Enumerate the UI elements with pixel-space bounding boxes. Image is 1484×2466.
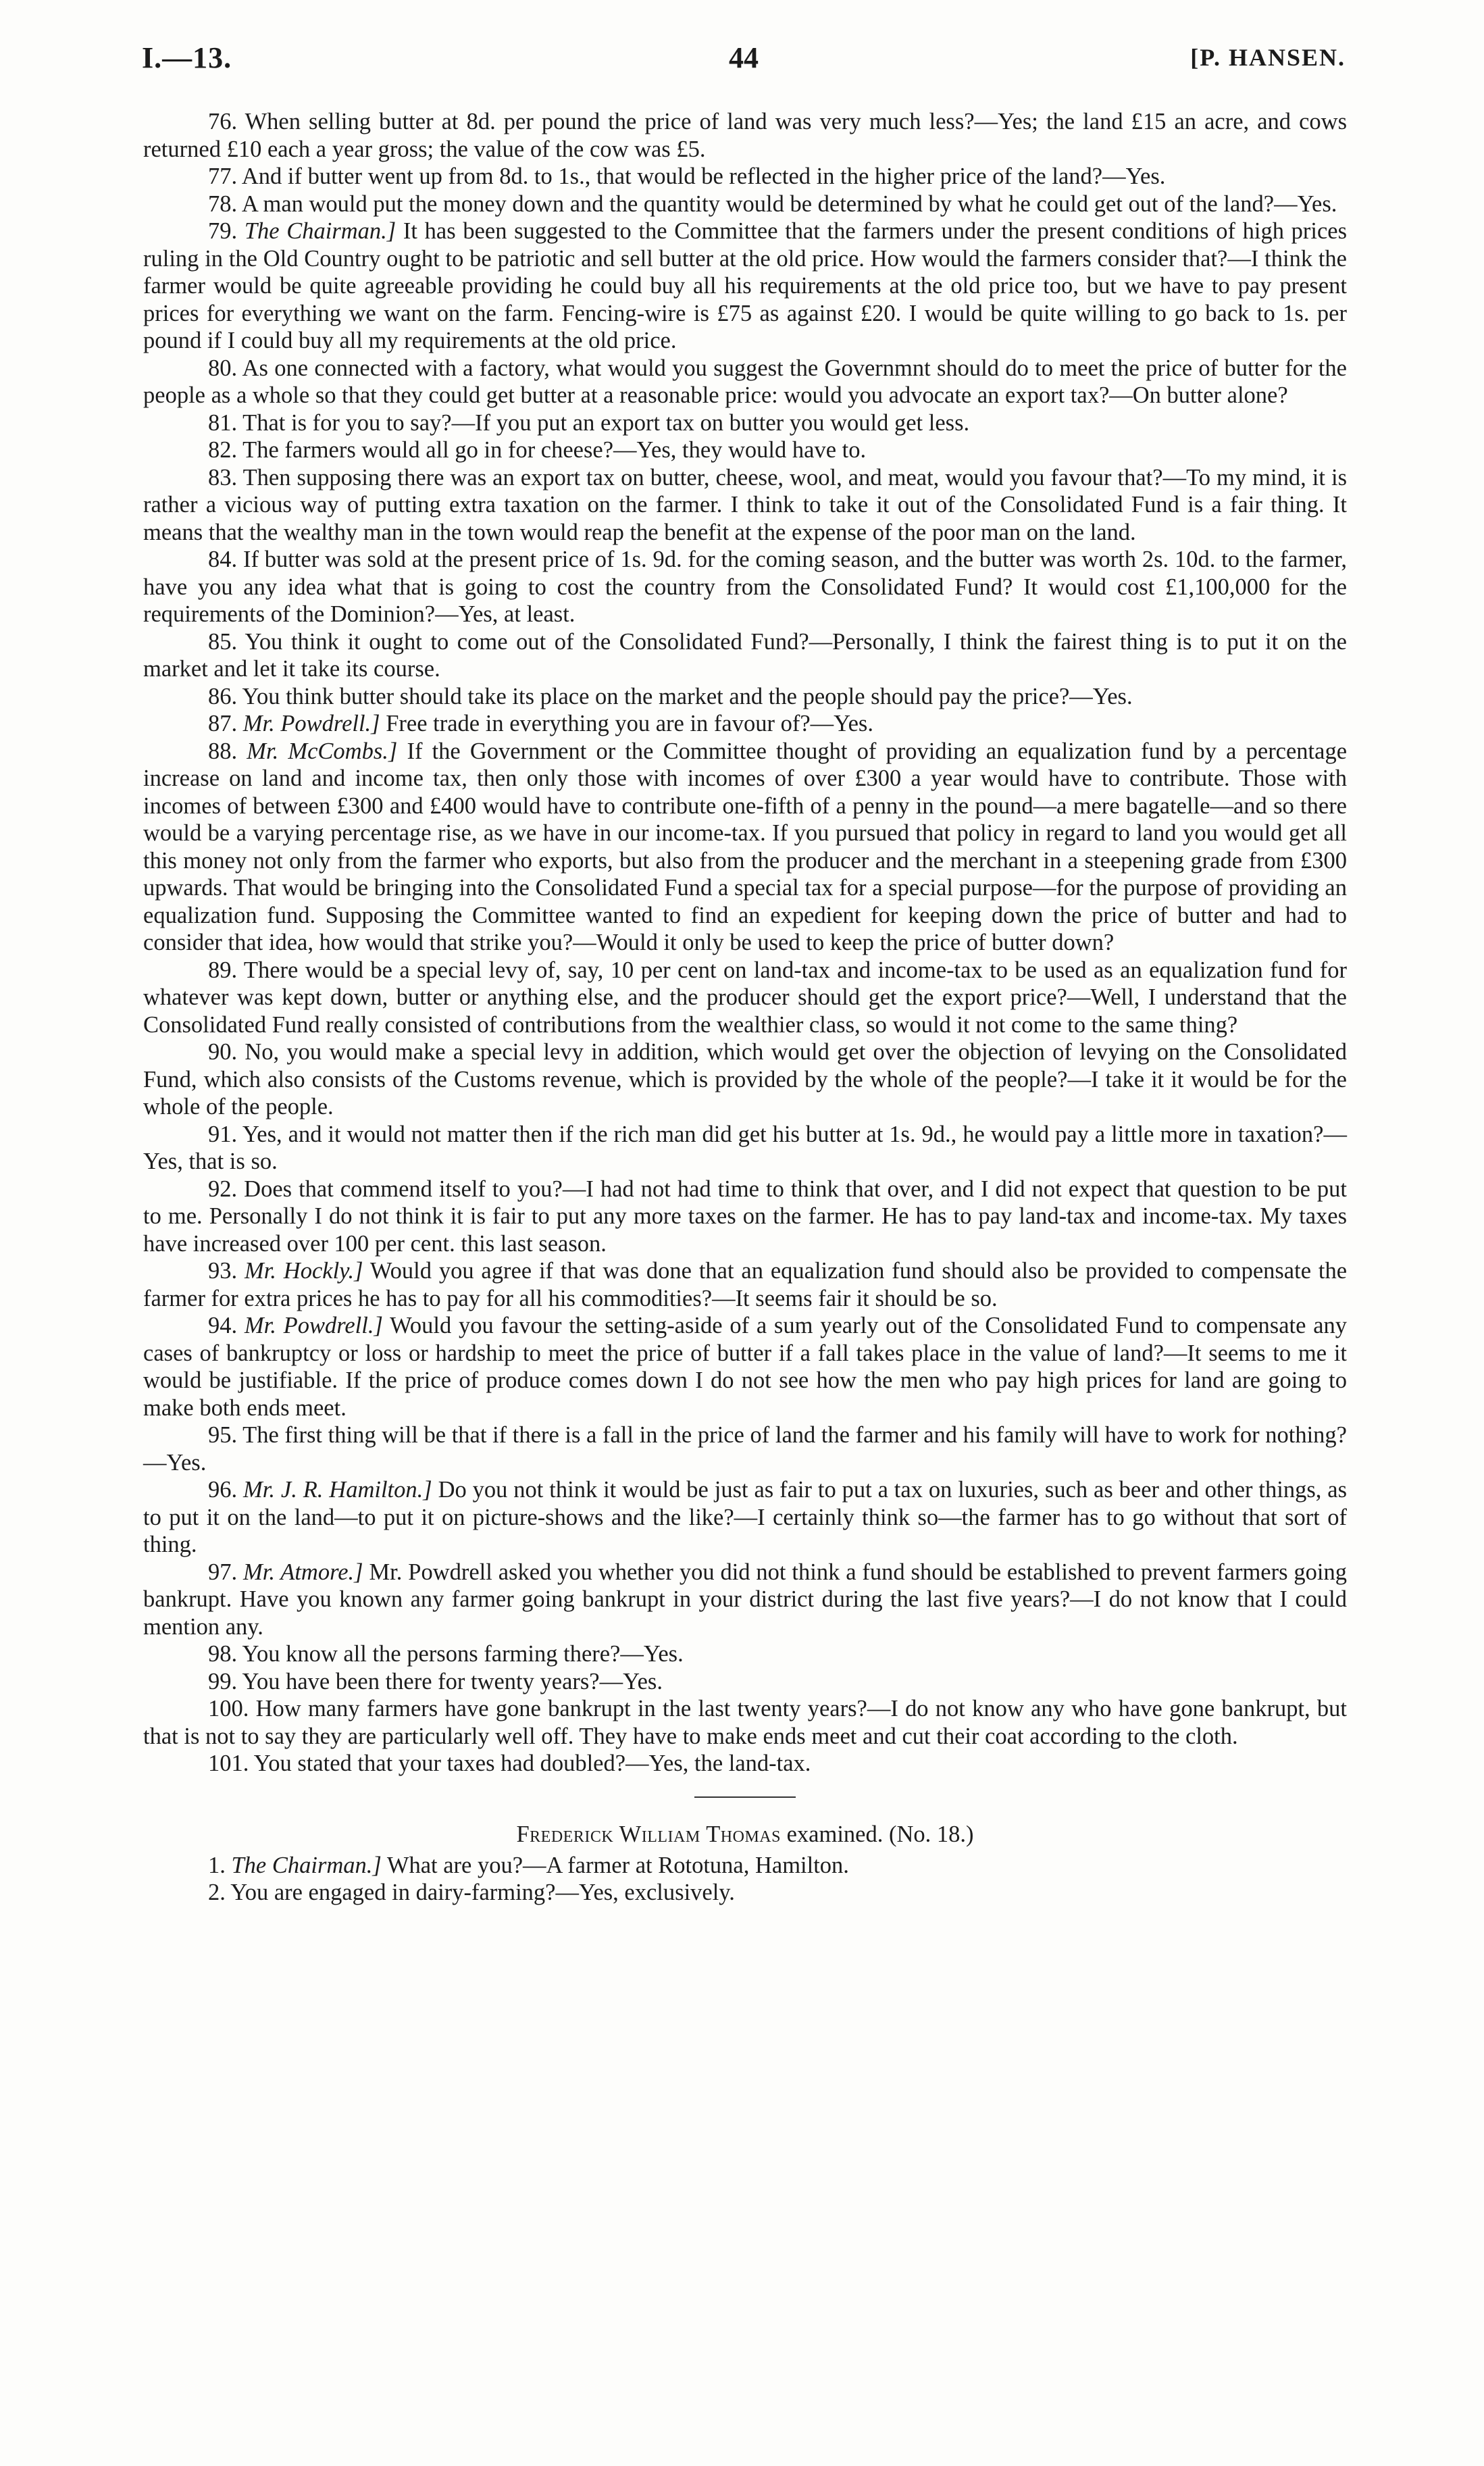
page-body <box>143 108 1347 1907</box>
question-text: What are you?—A farmer at Rototuna, Hamilton. <box>386 1852 849 1878</box>
speaker-name: Mr. McCombs.] <box>247 738 398 764</box>
question-text: Yes, and it would not matter then if the rich man did get his butter at 1s. 9d., he would pay a little more in taxation?—Yes, that is so. <box>143 1121 1347 1174</box>
question-paragraph <box>143 108 1347 163</box>
question-number: 2. <box>208 1880 226 1905</box>
paper-reference: I.—13. <box>142 41 232 74</box>
question-text: Does that commend itself to you?—I had not had time to think that over, and I did not expect that question to be put to me. Personally I do not think it is fair to put any more taxes on the farmer. He has to pay land-tax and income-tax. My taxes have increased over 100 per cent. this last season. <box>143 1176 1347 1257</box>
question-paragraph <box>143 1640 1347 1668</box>
page-number: 44 <box>729 41 759 74</box>
question-text: When selling butter at 8d. per pound the price of land was very much less?—Yes; the land £15 an acre, and cows returned £10 each a year gross; the value of the cow was £5. <box>143 109 1347 162</box>
question-number: 93. <box>208 1258 238 1284</box>
question-paragraph <box>143 1312 1347 1421</box>
speaker-name: Mr. Atmore.] <box>243 1559 363 1585</box>
page-header <box>142 41 1346 88</box>
question-number: 90. <box>208 1039 238 1065</box>
examination-heading <box>143 1821 1347 1848</box>
question-paragraph <box>143 1668 1347 1696</box>
question-paragraph <box>143 1852 1347 1880</box>
question-text: You have been there for twenty years?—Yes. <box>242 1668 663 1694</box>
question-number: 78. <box>208 191 238 217</box>
question-number: 92. <box>208 1176 238 1202</box>
question-text: There would be a special levy of, say, 10 per cent on land-tax and income-tax to be used as an equalization fund for whatever was kept down, butter or anything else, and the producer should get the export price?—Well, I understand that the Consolidated Fund really consisted of contributions from the wealthier class, so would it not come to the same thing? <box>143 957 1347 1038</box>
examination-question-list <box>143 1852 1347 1907</box>
examination-label: examined. (No. 18.) <box>786 1821 974 1847</box>
question-number: 83. <box>208 464 238 490</box>
question-text: If the Government or the Committee thought of providing an equalization fund by a percentage increase on land and income tax, then only those with incomes of over £300 a year would have to contribute. Those with incomes of between £300 and £400 would have to contribute one-fifth of a penny in the pound—a mere bagatelle—and so there would be a varying percentage rise, as we have in our income-tax. If you pursued that policy in regard to land you would get all this money not only from the farmer who exports, but also from the producer and the merchant in a steepening grade from £300 upwards. That would be bringing into the Consolidated Fund a special tax for a special purpose—for the purpose of providing an equalization fund. Supposing the Committee wanted to find an expedient for keeping down the price of butter and had to consider that idea, how would that strike you?—Would it only be used to keep the price of butter down? <box>143 738 1348 955</box>
question-text: If butter was sold at the present price of 1s. 9d. for the coming season, and the butter was worth 2s. 10d. to the farmer, have you any idea what that is going to cost the country from the Consolidated Fund? It would cost £1,100,000 for the requirements of the Dominion?—Yes, at least. <box>143 547 1347 627</box>
question-text: No, you would make a special levy in addition, which would get over the objection of levying on the Consolidated Fund, which also consists of the Customs revenue, which is provided by the whole of the people?—I take it it would be for the whole of the people. <box>143 1039 1347 1119</box>
speaker-name: The Chairman.] <box>244 218 396 244</box>
question-text: A man would put the money down and the quantity would be determined by what he could get out of the land?—Yes. <box>241 191 1337 217</box>
question-text: You think butter should take its place on the market and the people should pay the price?—Yes. <box>242 683 1133 709</box>
question-paragraph <box>143 355 1347 409</box>
witness-running-head: [P. HANSEN. <box>1190 44 1346 71</box>
question-number: 81. <box>208 409 238 436</box>
question-number: 80. <box>208 355 238 381</box>
witness-name: Frederick William Thomas <box>516 1821 781 1847</box>
question-number: 86. <box>208 683 238 709</box>
question-paragraph <box>143 628 1347 683</box>
question-number: 91. <box>208 1121 238 1147</box>
question-number: 97. <box>208 1559 238 1585</box>
question-number: 95. <box>208 1422 238 1448</box>
question-text: The first thing will be that if there is a fall in the price of land the farmer and his family will have to work for nothing?—Yes. <box>143 1422 1347 1476</box>
question-answer-list <box>143 108 1347 1778</box>
section-divider <box>694 1796 796 1798</box>
question-text: Would you favour the setting-aside of a sum yearly out of the Consolidated Fund to compensate any cases of bankruptcy or loss or hardship to meet the price of butter if a fall takes place in the value of land?—It seems to me it would be justifiable. If the price of produce comes down I do not see how the men who pay high prices for land are going to make both ends meet. <box>143 1313 1348 1421</box>
question-paragraph <box>143 1038 1347 1121</box>
question-paragraph <box>143 1121 1347 1176</box>
question-number: 85. <box>208 628 238 655</box>
question-number: 77. <box>208 163 238 189</box>
question-number: 96. <box>208 1477 238 1503</box>
question-number: 79. <box>208 218 238 244</box>
question-text: You know all the persons farming there?—Yes. <box>242 1641 684 1667</box>
question-text: And if butter went up from 8d. to 1s., that would be reflected in the higher price of the land?—Yes. <box>241 163 1166 189</box>
question-number: 88. <box>208 738 238 764</box>
question-text: You stated that your taxes had doubled?—Yes, the land-tax. <box>253 1751 811 1776</box>
question-text: You are engaged in dairy-farming?—Yes, exclusively. <box>230 1880 735 1905</box>
question-number: 100. <box>208 1696 249 1721</box>
speaker-name: Mr. Powdrell.] <box>244 1313 383 1338</box>
question-text: Then supposing there was an export tax on butter, cheese, wool, and meat, would you favour that?—To my mind, it is rather a vicious way of putting extra taxation on the farmer. I think to take it out of the Consolidated Fund is a fair thing. It means that the wealthy man in the town would reap the benefit at the expense of the poor man on the land. <box>143 464 1347 545</box>
question-paragraph <box>143 1476 1347 1559</box>
question-number: 101. <box>208 1751 249 1776</box>
question-paragraph <box>143 738 1347 957</box>
question-paragraph <box>143 436 1347 464</box>
speaker-name: Mr. Powdrell.] <box>242 711 380 736</box>
question-paragraph <box>143 218 1347 355</box>
question-number: 89. <box>208 957 238 983</box>
question-number: 98. <box>208 1641 238 1667</box>
speaker-name: Mr. J. R. Hamilton.] <box>243 1477 432 1503</box>
question-text: Do you not think it would be just as fair to put a tax on luxuries, such as beer and other things, as to put it on the land—to put it on picture-shows and the like?—I certainly think so—the farmer has to go without that sort of thing. <box>143 1477 1348 1557</box>
question-paragraph <box>143 1176 1347 1258</box>
question-paragraph <box>143 1257 1347 1312</box>
question-number: 87. <box>208 711 238 736</box>
question-number: 1. <box>208 1852 226 1878</box>
question-text: Would you agree if that was done that an equalization fund should also be provided to compensate the farmer for extra prices he has to pay for all his commodities?—It seems fair it should be so. <box>143 1258 1348 1311</box>
question-text: The farmers would all go in for cheese?—Yes, they would have to. <box>242 437 867 463</box>
question-number: 99. <box>208 1668 238 1694</box>
question-paragraph <box>143 957 1347 1039</box>
question-paragraph <box>143 546 1347 628</box>
question-paragraph <box>143 1421 1347 1476</box>
question-text: It has been suggested to the Committee that the farmers under the present conditions of high prices ruling in the Old Country ought to be patriotic and sell butter at the old price. How would the farmers consider that?—I think the farmer would be quite agreeable providing he could buy all his requirements at the old price too, but we have to pay present prices for everything we want on the farm. Fencing-wire is £75 as against £20. I would be quite willing to go back to 1s. per pound if I could buy all my requirements at the old price. <box>143 218 1348 353</box>
speaker-name: Mr. Hockly.] <box>244 1258 363 1284</box>
question-number: 84. <box>208 547 238 572</box>
question-paragraph <box>143 1559 1347 1641</box>
question-number: 82. <box>208 437 238 463</box>
question-text: Free trade in everything you are in favour of?—Yes. <box>386 711 873 736</box>
question-paragraph <box>143 710 1347 738</box>
question-paragraph <box>143 163 1347 191</box>
question-paragraph <box>143 409 1347 437</box>
question-paragraph <box>143 1750 1347 1778</box>
question-paragraph <box>143 1695 1347 1750</box>
question-number: 76. <box>208 109 238 134</box>
question-paragraph <box>143 1879 1347 1907</box>
question-text: As one connected with a factory, what would you suggest the Governmnt should do to meet the price of butter for the people as a whole so that they could get butter at a reasonable price: would you advocate an export tax?—On butter alone? <box>143 355 1347 408</box>
question-text: Mr. Powdrell asked you whether you did not think a fund should be established to prevent farmers going bankrupt. Have you known any farmer going bankrupt in your district during the last five years?—I do not know that I could mention any. <box>143 1559 1347 1640</box>
question-number: 94. <box>208 1313 238 1338</box>
question-text: How many farmers have gone bankrupt in the last twenty years?—I do not know any who have gone bankrupt, but that is not to say they are particularly well off. They have to make ends meet and cut their coat according to the cloth. <box>143 1696 1347 1749</box>
question-text: You think it ought to come out of the Consolidated Fund?—Personally, I think the fairest thing is to put it on the market and let it take its course. <box>143 628 1347 682</box>
speaker-name: The Chairman.] <box>231 1852 382 1878</box>
question-paragraph <box>143 191 1347 218</box>
question-paragraph <box>143 683 1347 711</box>
question-text: That is for you to say?—If you put an export tax on butter you would get less. <box>242 409 970 436</box>
question-paragraph <box>143 464 1347 547</box>
